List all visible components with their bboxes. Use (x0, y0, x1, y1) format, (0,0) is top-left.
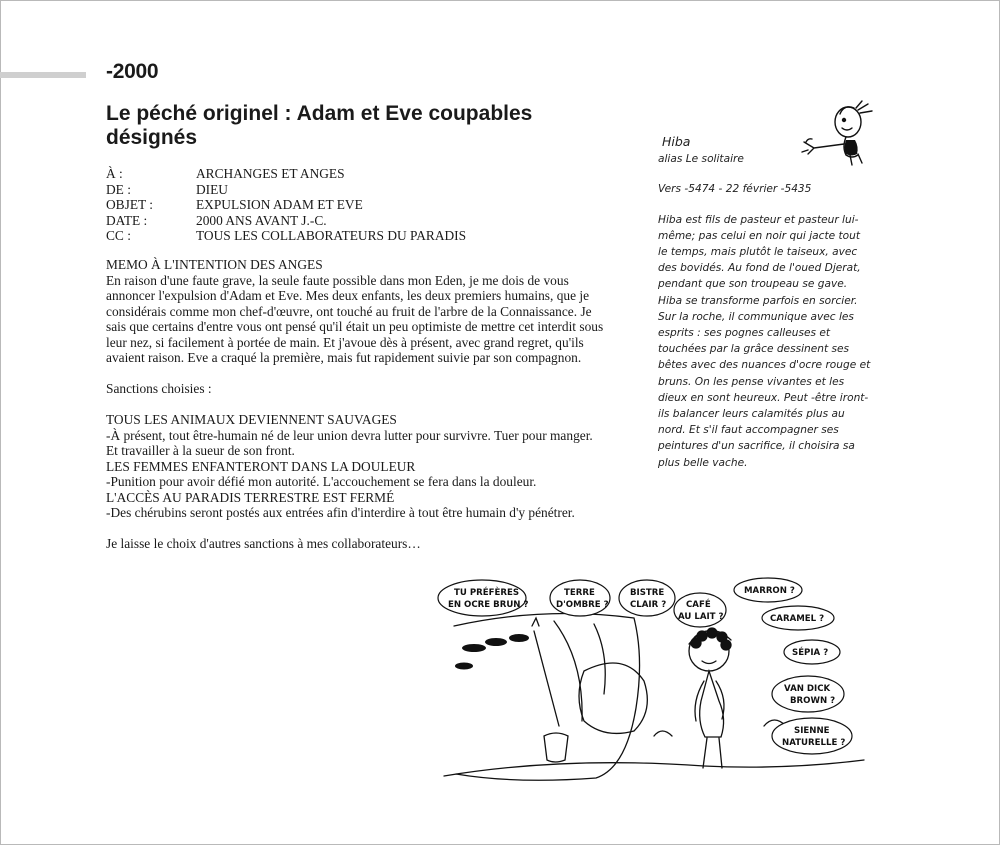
bubble-line: Caramel ? (770, 614, 825, 624)
biography-sidebar (658, 134, 878, 471)
memo-header-row (106, 228, 466, 244)
bubble-line: en ocre brun ? (448, 600, 529, 610)
memo-header-value: 2000 ANS AVANT J.-C. (196, 212, 327, 228)
character-name: Hiba (662, 134, 691, 149)
memo-header-key: OBJET : (106, 197, 153, 212)
bubble-line: clair ? (630, 600, 667, 610)
sanction-title: LES FEMMES ENFANTERONT DANS LA DOULEUR (106, 458, 416, 474)
memo-header-value: ARCHANGES ET ANGES (196, 166, 345, 181)
bubble-line: Brown ? (790, 696, 836, 706)
memo-header-key: DE : (106, 181, 131, 197)
bubble-line: Marron ? (744, 586, 795, 596)
bubble-line: Sienne (794, 726, 830, 736)
memo-header-row (106, 166, 466, 182)
memo-header-value: DIEU (196, 181, 228, 197)
memo-header-row (106, 182, 466, 198)
memo-closing: Je laisse le choix d'autres sanctions à mes collaborateurs… (106, 536, 421, 551)
bubble-line: Café (686, 600, 711, 610)
section-rule (0, 72, 86, 78)
sanction-text: -Des chérubins seront postés aux entrées afin d'interdire à tout être humain d'y pénétrer. (106, 505, 575, 520)
memo-header-value: EXPULSION ADAM ET EVE (196, 197, 363, 212)
memo-paragraph: En raison d'une faute grave, la seule faute possible dans mon Eden, je me dois de vous annoncer l'expulsion d'Adam et Eve. Mes deux enfants, les deux premiers humains, que je considérais comme mon chef-d'œuvre, ont touché au fruit de l'arbre de la Connaissance. Je sais que certains d'entre vous ont pensé qu'il était un peu optimiste de mettre cet interdit sous leur nez, si facilement à portée de main. Et j'avoue dès à présent, avec grand regret, qu'ils avaient raison. Eve a craqué la première, mais fut rapidement suivie par son compagnon. (106, 272, 604, 365)
article-title: Le péché originel : Adam et Eve coupables désignés (106, 102, 533, 149)
sanction-title: L'ACCÈS AU PARADIS TERRESTRE EST FERMÉ (106, 489, 395, 505)
memo-title: MEMO À L'INTENTION DES ANGES (106, 257, 323, 272)
bubble-line: au lait ? (678, 612, 724, 622)
character-dates: Vers -5474 - 22 février -5435 (658, 183, 812, 196)
sanctions-intro: Sanctions choisies : (106, 381, 212, 396)
memo-header-row (106, 197, 466, 213)
bubble-line: Terre (564, 588, 595, 598)
memo-body (106, 257, 606, 552)
bubble-line: Bistre (630, 588, 665, 598)
memo-header-value: TOUS LES COLLABORATEURS DU PARADIS (196, 228, 467, 243)
memo-header-key: DATE : (106, 212, 148, 228)
memo-header (106, 166, 466, 244)
memo-header-row (106, 213, 466, 229)
bubble-line: d'ombre ? (556, 600, 609, 610)
character-alias: alias Le solitaire (658, 153, 744, 166)
sanction-text: -Punition pour avoir défié mon autorité. L'accouchement se fera dans la douleur. (106, 474, 537, 489)
bubble-line: Van Dick (784, 684, 831, 694)
bubble-line: Sépia ? (792, 648, 829, 658)
bubble-line: Tu préfères (454, 588, 520, 598)
memo-header-key: CC : (106, 228, 131, 243)
section-year: -2000 (106, 60, 159, 83)
sanction-text: -À présent, tout être-humain né de leur union devra lutter pour survivre. Tuer pour manger. Et travailler à la sueur de son front. (106, 427, 593, 458)
character-bio: Hiba est fils de pasteur et pasteur lui-même; pas celui en noir qui jacte tout le temps, mais plutôt le taiseux, avec des bovidés. Au fond de l'oued Djerat, pendant que son troupeau se gave. Hiba se transforme parfois en sorcier. Sur la roche, il communique avec les esprits : ses pognes calleuses et touchées par la grâce dessinent ses bêtes avec des nuances d'ocre rouge et bruns. On les pense vivantes et les dieux en sont heureux. Peut -être iront-ils balancer leurs calamités plus au nord. Et s'il faut accompagner ses peintures d'un sacrifice, il choisira sa plus belle vache. (658, 213, 871, 469)
bubble-line: naturelle ? (782, 738, 846, 748)
sanction-title: TOUS LES ANIMAUX DEVIENNENT SAUVAGES (106, 412, 397, 427)
memo-header-key: À : (106, 166, 123, 181)
cave-painting-cartoon (434, 576, 874, 796)
